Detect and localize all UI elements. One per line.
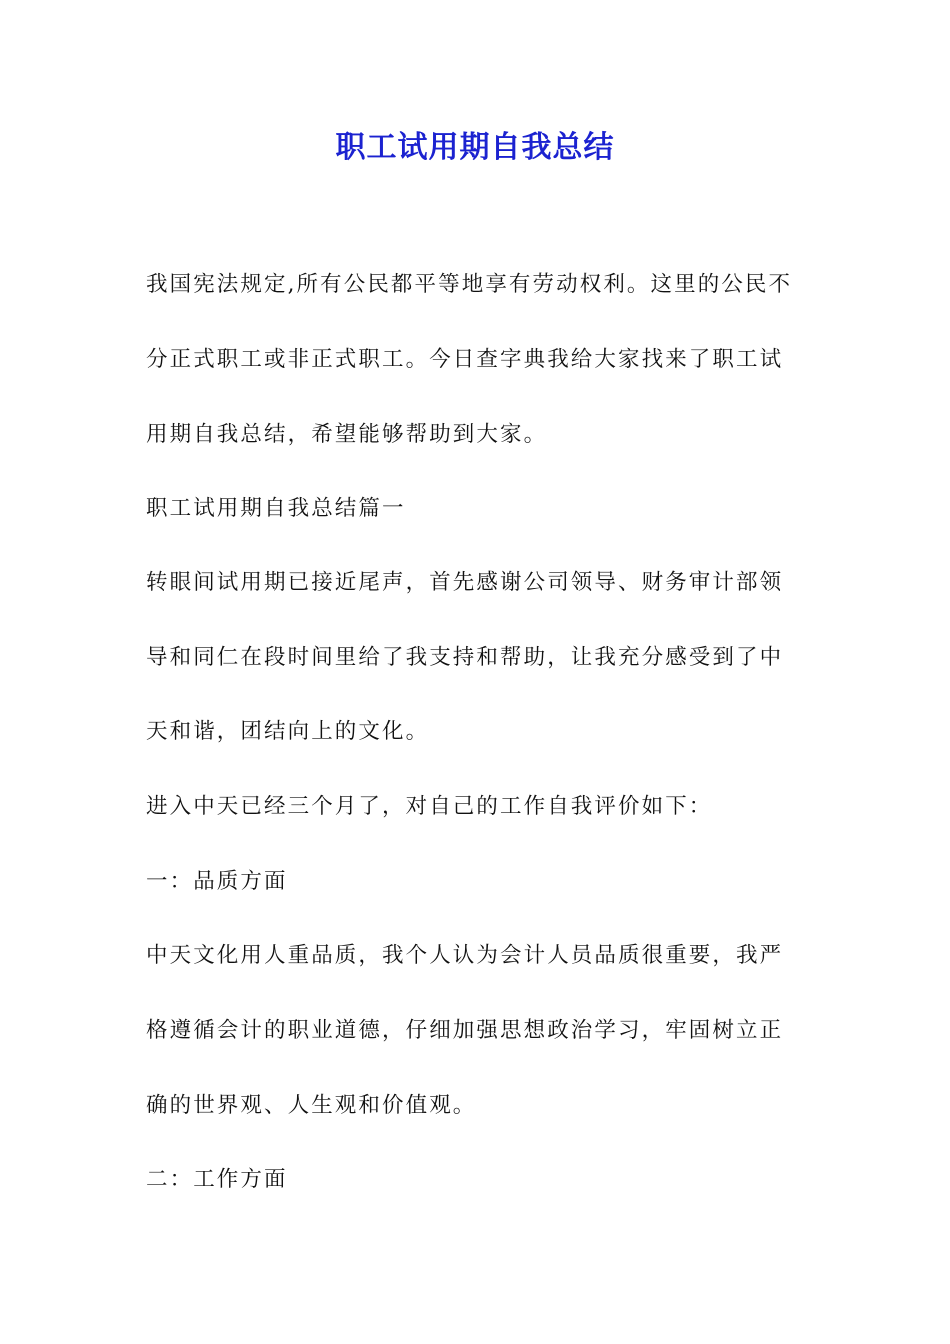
- paragraph-3-line-3: 确的世界观、人生观和价值观。: [146, 1093, 477, 1118]
- paragraph-1-line-2: 导和同仁在段时间里给了我支持和帮助，让我充分感受到了中: [146, 645, 784, 670]
- paragraph-3-line-2: 格遵循会计的职业道德，仔细加强思想政治学习，牢固树立正: [146, 1018, 784, 1043]
- subheading-work: 二：工作方面: [146, 1167, 288, 1192]
- paragraph-2-line-1: 进入中天已经三个月了，对自己的工作自我评价如下：: [146, 794, 713, 819]
- subheading-quality: 一：品质方面: [146, 869, 288, 894]
- document-title: 职工试用期自我总结: [335, 130, 615, 165]
- intro-line-3: 用期自我总结，希望能够帮助到大家。: [146, 422, 548, 447]
- intro-line-2: 分正式职工或非正式职工。今日查字典我给大家找来了职工试: [146, 347, 784, 372]
- paragraph-1-line-1: 转眼间试用期已接近尾声，首先感谢公司领导、财务审计部领: [146, 570, 784, 595]
- intro-line-1: 我国宪法规定,所有公民都平等地享有劳动权利。这里的公民不: [146, 272, 793, 297]
- paragraph-3-line-1: 中天文化用人重品质，我个人认为会计人员品质很重要，我严: [146, 943, 784, 968]
- section-heading-1: 职工试用期自我总结篇一: [146, 496, 406, 521]
- paragraph-1-line-3: 天和谐，团结向上的文化。: [146, 719, 430, 744]
